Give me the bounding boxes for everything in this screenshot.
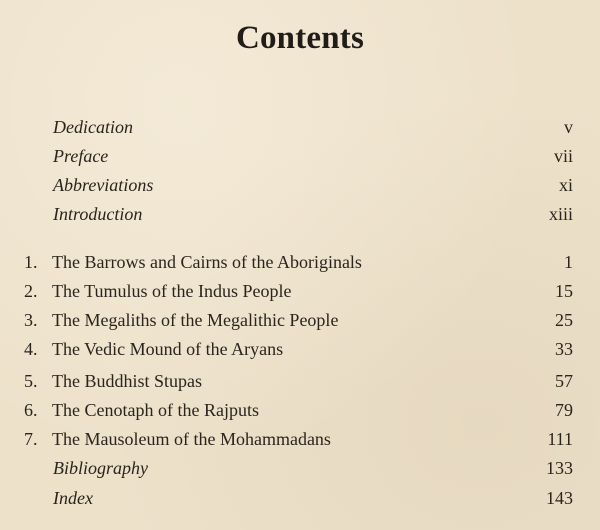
entry-page-number: 133 bbox=[546, 458, 573, 478]
entry-label: Introduction bbox=[53, 204, 143, 224]
chapter-number: 2. bbox=[24, 281, 38, 301]
toc-entry-chapter-3 bbox=[0, 306, 600, 334]
toc-entry-introduction bbox=[0, 200, 600, 228]
entry-page-number: 57 bbox=[555, 371, 573, 391]
entry-label: Bibliography bbox=[53, 458, 148, 478]
toc-entry-dedication bbox=[0, 113, 600, 141]
entry-label: The Vedic Mound of the Aryans bbox=[52, 339, 284, 359]
page-title: Contents bbox=[235, 20, 365, 56]
entry-label: The Barrows and Cairns of the Aboriginals bbox=[52, 252, 362, 272]
entry-page-number: 143 bbox=[546, 488, 573, 508]
entry-label: The Mausoleum of the Mohammadans bbox=[52, 429, 331, 449]
toc-entry-chapter-6 bbox=[0, 396, 600, 424]
entry-page-number: xi bbox=[558, 175, 573, 195]
toc-entry-chapter-1 bbox=[0, 248, 600, 276]
chapter-number: 5. bbox=[24, 371, 38, 391]
entry-page-number: 111 bbox=[547, 429, 573, 449]
entry-page-number: 25 bbox=[555, 310, 573, 330]
toc-entry-abbreviations bbox=[0, 171, 600, 199]
entry-page-number: 33 bbox=[555, 339, 573, 359]
toc-entry-preface bbox=[0, 142, 600, 170]
chapter-number: 3. bbox=[24, 310, 38, 330]
entry-label: Index bbox=[53, 488, 93, 508]
entry-page-number: xiii bbox=[548, 204, 573, 224]
entry-label: The Buddhist Stupas bbox=[52, 371, 203, 391]
toc-entry-chapter-2 bbox=[0, 277, 600, 305]
toc-entry-chapter-5 bbox=[0, 367, 600, 395]
entry-label: Preface bbox=[53, 146, 109, 166]
entry-label: The Megaliths of the Megalithic People bbox=[52, 310, 339, 330]
entry-page-number: v bbox=[564, 117, 573, 137]
entry-label: The Cenotaph of the Rajputs bbox=[52, 400, 259, 420]
toc-entry-index bbox=[0, 484, 600, 512]
entry-label: Abbreviations bbox=[53, 175, 154, 195]
toc-entry-chapter-7 bbox=[0, 425, 600, 453]
chapter-number: 6. bbox=[24, 400, 38, 420]
entry-page-number: 15 bbox=[555, 281, 573, 301]
entry-page-number: 1 bbox=[564, 252, 573, 272]
toc-entry-chapter-4 bbox=[0, 335, 600, 363]
chapter-number: 7. bbox=[24, 429, 38, 449]
chapter-number: 1. bbox=[24, 252, 38, 272]
chapter-number: 4. bbox=[24, 339, 38, 359]
entry-label: The Tumulus of the Indus People bbox=[52, 281, 292, 301]
entry-label: Dedication bbox=[53, 117, 133, 137]
toc-entry-bibliography bbox=[0, 454, 600, 482]
entry-page-number: vii bbox=[553, 146, 573, 166]
entry-page-number: 79 bbox=[555, 400, 573, 420]
